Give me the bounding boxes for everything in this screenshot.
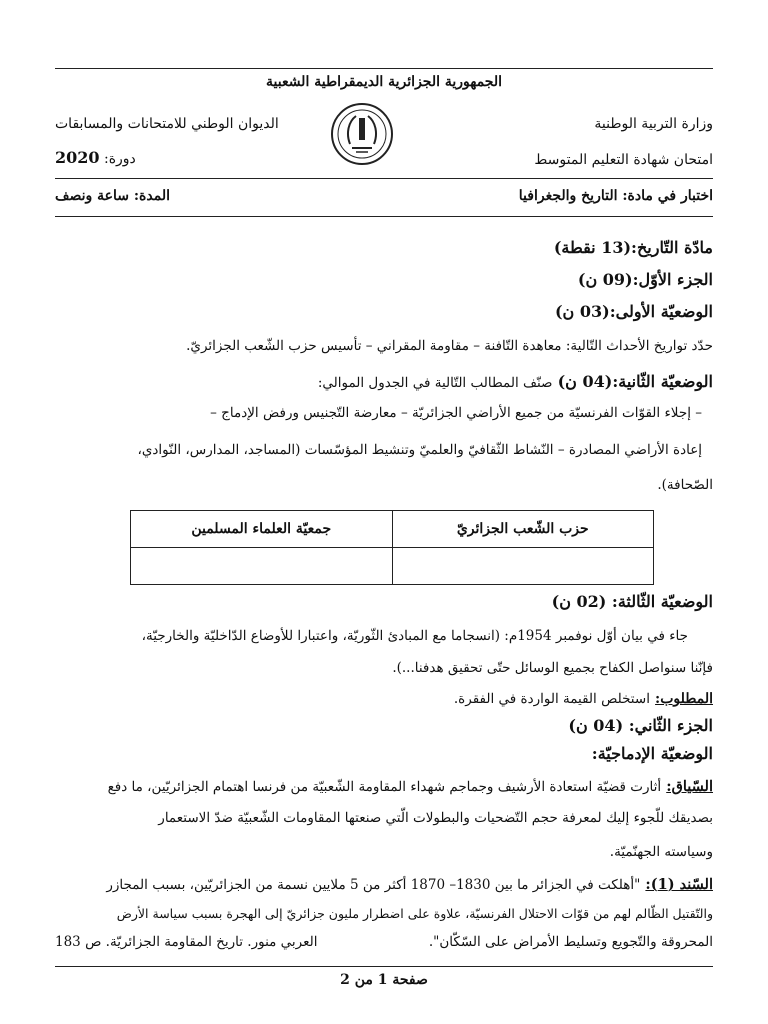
classification-table xyxy=(130,510,654,585)
required-line xyxy=(454,688,713,707)
office-name: الديوان الوطني للامتحانات والمسابقات xyxy=(55,116,279,132)
session xyxy=(55,148,136,167)
context-label: السّياق: xyxy=(666,778,713,795)
table-answer-row xyxy=(131,548,654,585)
doc1-line1 xyxy=(106,874,713,893)
doc1-line3: المحروقة والتّجويع وتسليط الأمراض على السّكّان". xyxy=(428,934,713,950)
national-seal-icon xyxy=(328,100,396,168)
situation2-line3: الصّحافة). xyxy=(657,477,713,493)
situation2-line1: – إجلاء القوّات الفرنسيّة من جميع الأراضي الجزائريّة – معارضة التّجنيس ورفض الإدماج – xyxy=(210,405,702,421)
session-label: دورة: xyxy=(103,151,136,167)
subject-line: اختبار في مادة: التاريخ والجغرافيا xyxy=(518,188,713,204)
situation1-text: حدّد تواريخ الأحداث التّالية: معاهدة التّافنة – مقاومة المقراني – تأسيس حزب الشّعب الجزائريّ. xyxy=(186,338,713,354)
situation3-line1: جاء في بيان أوّل نوفمبر 1954م: (انسجاما مع المبادئ الثّوريّة، واعتبارا للأوضاع الدّاخليّة والخارجيّة، xyxy=(141,628,688,644)
situation2-title: الوضعيّة الثّانية:(04 ن) xyxy=(557,372,713,391)
part1-title: الجزء الأوّل:(09 ن) xyxy=(577,270,713,289)
history-title: مادّة التّاريخ:(13 نقطة) xyxy=(553,238,713,257)
doc1-source: العربي منور. تاريخ المقاومة الجزائريّة. ص 183 xyxy=(55,934,318,950)
footer-rule xyxy=(55,966,713,967)
doc1-line2: والتّقتيل الظّالم لهم من قوّات الاحتلال الفرنسيّة، علاوة على اضطرار مليون جزائريّ إلى الهجرة بسبب سياسة الأرض xyxy=(116,906,713,921)
table-answer-cell-ulama[interactable] xyxy=(131,548,393,585)
situation1-title: الوضعيّة الأولى:(03 ن) xyxy=(554,302,713,321)
situation3-title: الوضعيّة الثّالثة: (02 ن) xyxy=(551,592,713,611)
situation2-line2: إعادة الأراضي المصادرة – النّشاط الثّقافيّ والعلميّ وتنشيط المؤسّسات (المساجد، المدارس، النّوادي، xyxy=(137,442,702,458)
context-line1 xyxy=(108,776,713,795)
context-text1: أثارت قضيّة استعادة الأرشيف وجماجم شهداء المقاومة الشّعبيّة من فرنسا اهتمام الجزائريّين، ما دفع xyxy=(107,779,662,795)
context-line3: وسياسته الجهنّميّة. xyxy=(609,844,713,860)
integration-title: الوضعيّة الإدماجيّة: xyxy=(591,744,713,763)
situation2-heading xyxy=(318,372,713,391)
header-rule-1 xyxy=(55,178,713,179)
required-label: المطلوب: xyxy=(655,691,713,707)
doc1-text1: "أهلكت في الجزائر ما بين 1830– 1870 أكثر من 5 ملايين نسمة من الجزائريّين، بسبب المجازر xyxy=(106,877,641,893)
header-rule-2 xyxy=(55,216,713,217)
session-year: 2020 xyxy=(55,148,100,167)
table-header-ppa: حزب الشّعب الجزائريّ xyxy=(392,511,654,548)
page-number: صفحة 1 من 2 xyxy=(340,972,428,988)
duration-line: المدة: ساعة ونصف xyxy=(55,188,170,204)
top-rule xyxy=(55,68,713,69)
context-line2: بصديقك للّجوء إليك لمعرفة حجم التّضحيات والبطولات الّتي صنعتها المقاومات الشّعبيّة ضدّ الاستعمار xyxy=(158,810,713,826)
exam-name: امتحان شهادة التعليم المتوسط xyxy=(534,152,713,168)
ministry-name: وزارة التربية الوطنية xyxy=(594,116,713,132)
required-text: استخلص القيمة الواردة في الفقرة. xyxy=(453,691,650,707)
situation2-task: صنّف المطالب التّالية في الجدول الموالي: xyxy=(317,375,553,391)
situation3-line2: فإنّنا سنواصل الكفاح بجميع الوسائل حتّى تحقيق هدفنا...). xyxy=(392,660,713,676)
table-header-row xyxy=(131,511,654,548)
doc1-label: السّند (1): xyxy=(645,876,713,893)
table-header-ulama: جمعيّة العلماء المسلمين xyxy=(131,511,393,548)
table-answer-cell-ppa[interactable] xyxy=(392,548,654,585)
republic-title: الجمهورية الجزائرية الديمقراطية الشعبية xyxy=(265,74,502,90)
part2-title: الجزء الثّاني: (04 ن) xyxy=(568,716,713,735)
